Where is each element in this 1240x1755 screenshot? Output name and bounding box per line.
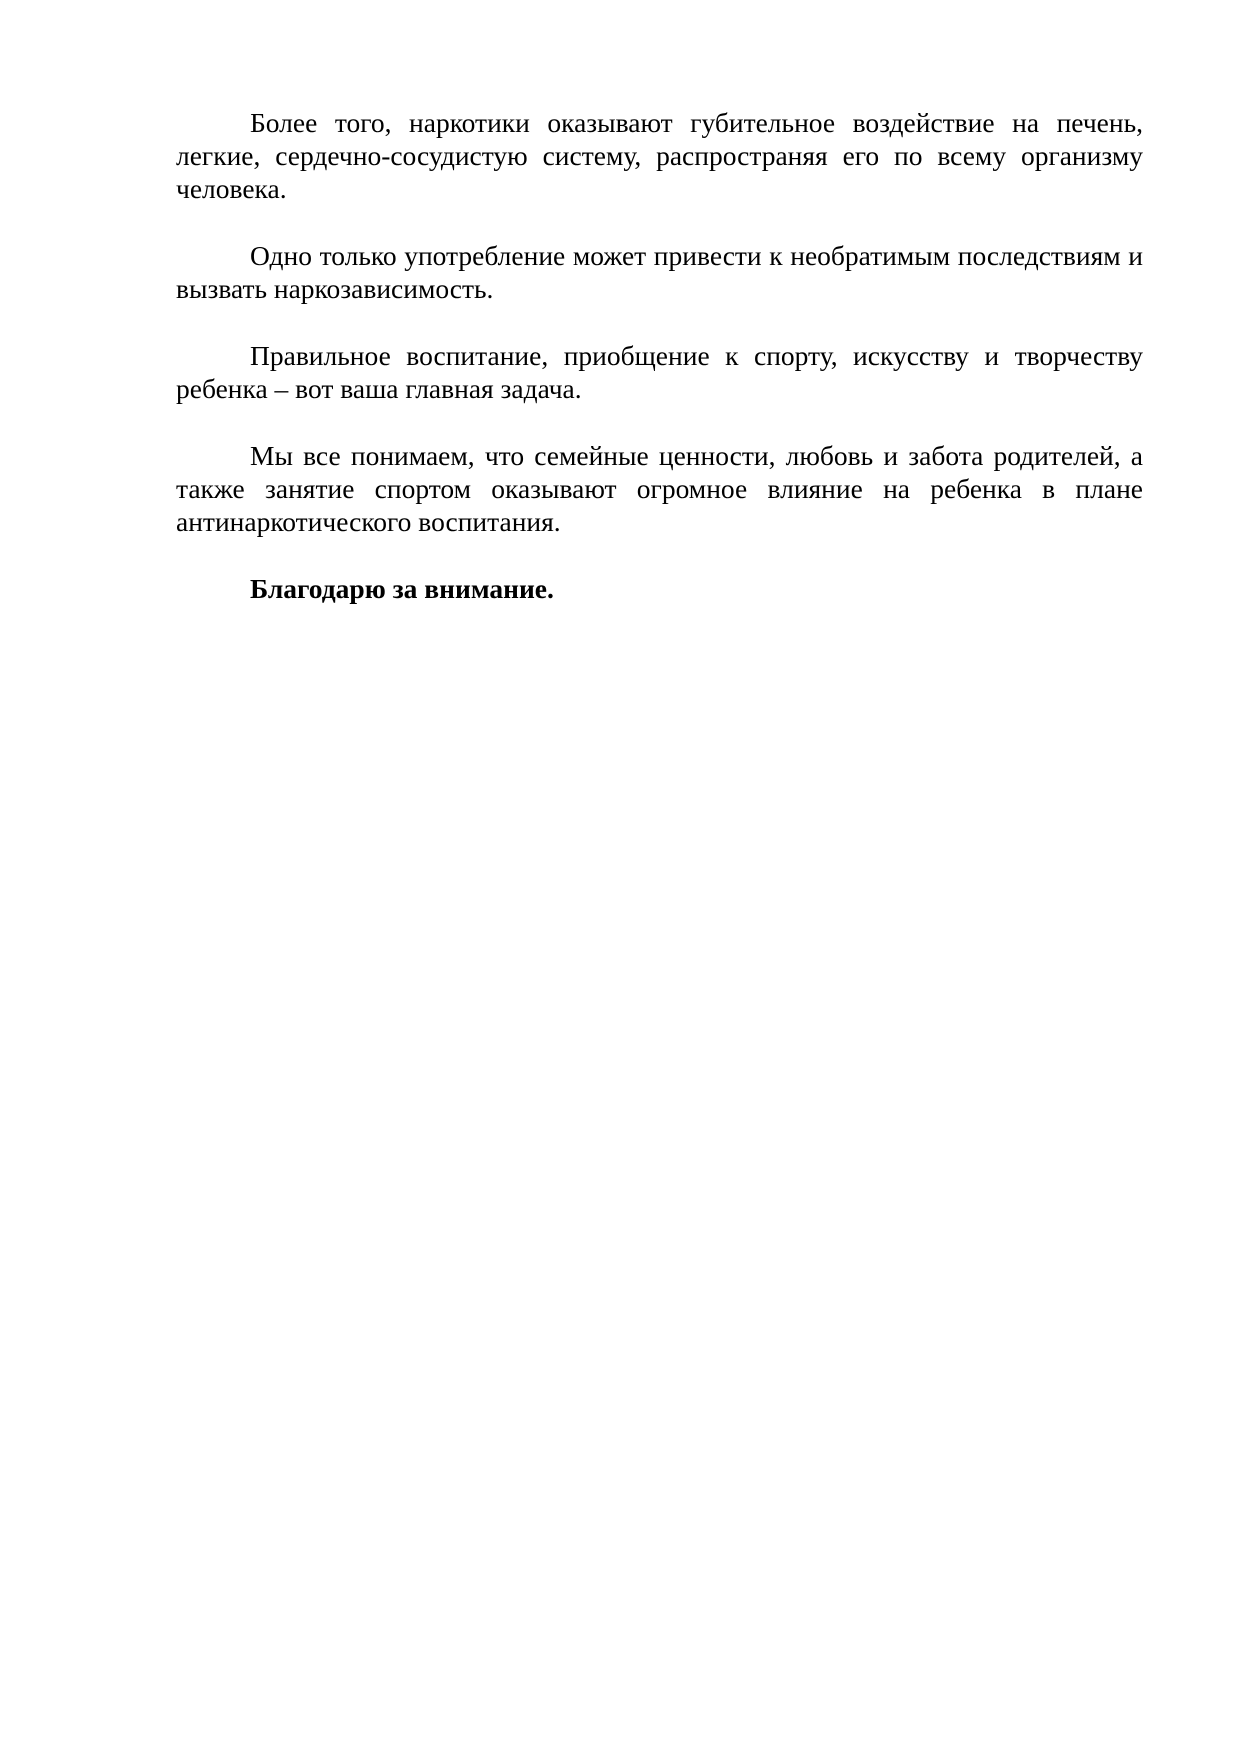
closing-thanks: Благодарю за внимание. xyxy=(250,573,554,604)
paragraph-family-values: Мы все понимаем, что семейные ценности, любовь и забота родителей, а также занятие спортом оказывают огромное влияние на ребенка в плане антинаркотического воспитания. xyxy=(176,440,1143,537)
paragraph-drugs-harm: Более того, наркотики оказывают губительное воздействие на печень, легкие, сердечно-сосудистую систему, распространяя его по всему организму человека. xyxy=(176,107,1143,204)
document-body xyxy=(176,106,1143,639)
paragraph-upbringing: Правильное воспитание, приобщение к спорту, искусству и творчеству ребенка – вот ваша главная задача. xyxy=(176,340,1143,404)
paragraph-consequences: Одно только употребление может привести к необратимым последствиям и вызвать наркозависимость. xyxy=(176,240,1143,304)
